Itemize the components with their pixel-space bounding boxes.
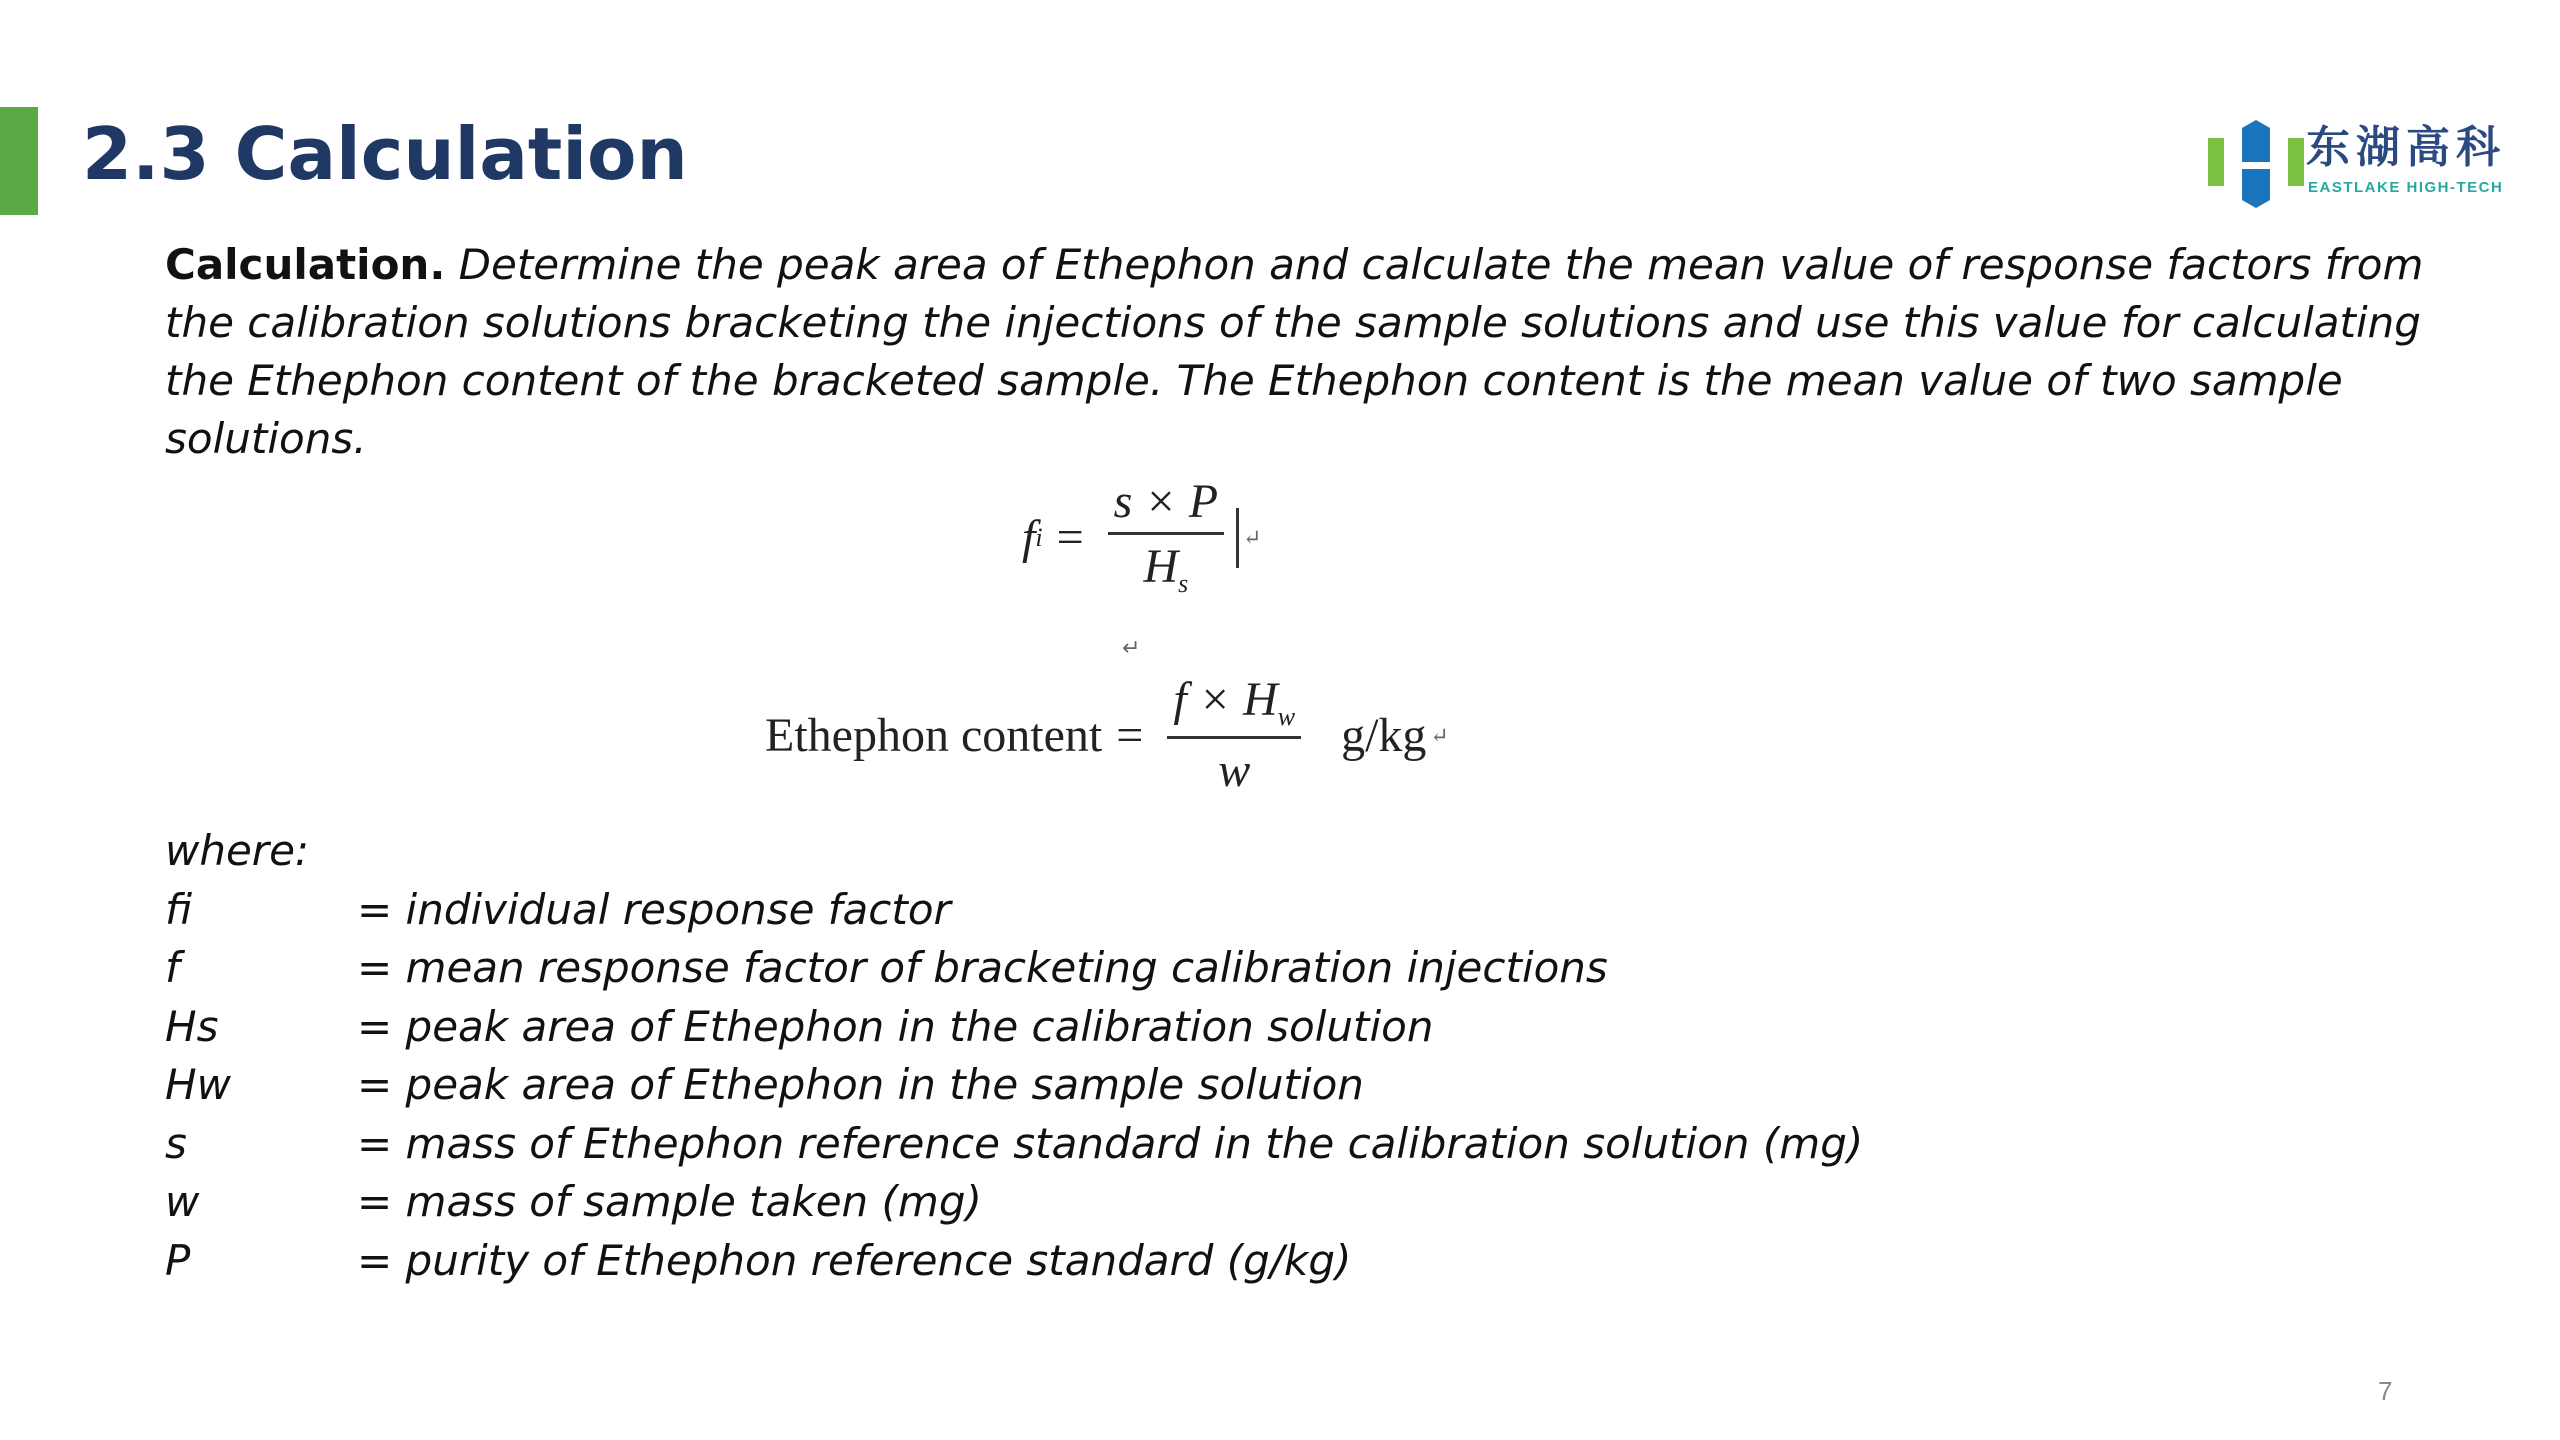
definition-text: = mass of Ethephon reference standard in the calibration solution (mg)	[357, 1118, 1864, 1168]
logo-name-english: EASTLAKE HIGH-TECH	[2308, 179, 2504, 196]
definition-symbol: Hs	[165, 1001, 219, 1051]
formula2-lhs: Ethephon content	[765, 709, 1103, 762]
formula1-denominator-base: H	[1143, 540, 1179, 593]
formula1-denominator-subscript: s	[1178, 569, 1189, 598]
definition-symbol: P	[165, 1235, 191, 1285]
formula1-numerator: s × P	[1113, 475, 1219, 528]
intro-lead: Calculation.	[165, 240, 446, 289]
response-factor-formula	[1022, 475, 1262, 598]
formula1-lhs: f	[1022, 511, 1036, 564]
eastlake-logo-icon	[2208, 116, 2304, 212]
text-cursor	[1236, 508, 1239, 568]
title-accent-bar	[0, 107, 38, 215]
definition-text: = individual response factor	[357, 884, 951, 934]
formula1-denominator	[1137, 535, 1194, 597]
definition-text: = mass of sample taken (mg)	[357, 1177, 982, 1227]
slide-title: 2.3 Calculation	[82, 112, 688, 196]
definition-text: = peak area of Ethephon in the calibration solution	[357, 1001, 1434, 1051]
formula1-return-mark: ↵	[1243, 524, 1262, 550]
formula2-unit: g/kg	[1341, 709, 1427, 762]
definition-symbol: Hw	[165, 1060, 231, 1110]
formula1-equals: =	[1056, 511, 1084, 564]
intro-text: Determine the peak area of Ethephon and calculate the mean value of response factors from the calibration solutions bracketing the injections of the sample solutions and use this value for calculating the Ethephon content of the bracketed sample. The Ethephon content is the mean value of two sample solutions.	[165, 240, 2424, 463]
definition-symbol: f	[165, 943, 180, 993]
definition-row	[165, 997, 2065, 1056]
formula2-equals: =	[1116, 709, 1144, 762]
definition-symbol: fi	[165, 884, 193, 934]
formula1-lhs-subscript: i	[1035, 522, 1043, 552]
intro-paragraph	[165, 236, 2485, 468]
definition-text: = mean response factor of bracketing calibration injections	[357, 943, 1608, 993]
definition-row	[165, 1173, 2065, 1232]
paragraph-return-mark: ↵	[1122, 636, 1141, 661]
logo-name-chinese: 东湖高科	[2306, 122, 2506, 173]
formula2-numerator	[1167, 673, 1301, 736]
definition-row	[165, 1231, 2065, 1290]
formula2-denominator: w	[1218, 744, 1251, 797]
definitions-heading: where:	[165, 826, 310, 875]
formula2-numerator-base: f × H	[1173, 673, 1278, 726]
definition-row	[165, 1056, 2065, 1115]
definition-symbol: w	[165, 1177, 200, 1227]
page-number: 7	[2378, 1376, 2393, 1406]
formula2-numerator-subscript: w	[1277, 702, 1296, 731]
definition-row	[165, 939, 2065, 998]
definition-text: = peak area of Ethephon in the sample solution	[357, 1060, 1364, 1110]
definition-row	[165, 1114, 2065, 1173]
definition-text: = purity of Ethephon reference standard (g/kg)	[357, 1235, 1352, 1285]
formula2-return-mark: ↵	[1430, 722, 1449, 748]
definition-row	[165, 880, 2065, 939]
formula1-fraction	[1108, 475, 1224, 598]
definitions-list	[165, 880, 2065, 1290]
ethephon-content-formula	[765, 673, 1449, 797]
company-logo	[2208, 116, 2506, 212]
formula2-fraction	[1167, 673, 1301, 797]
definition-symbol: s	[165, 1118, 187, 1168]
